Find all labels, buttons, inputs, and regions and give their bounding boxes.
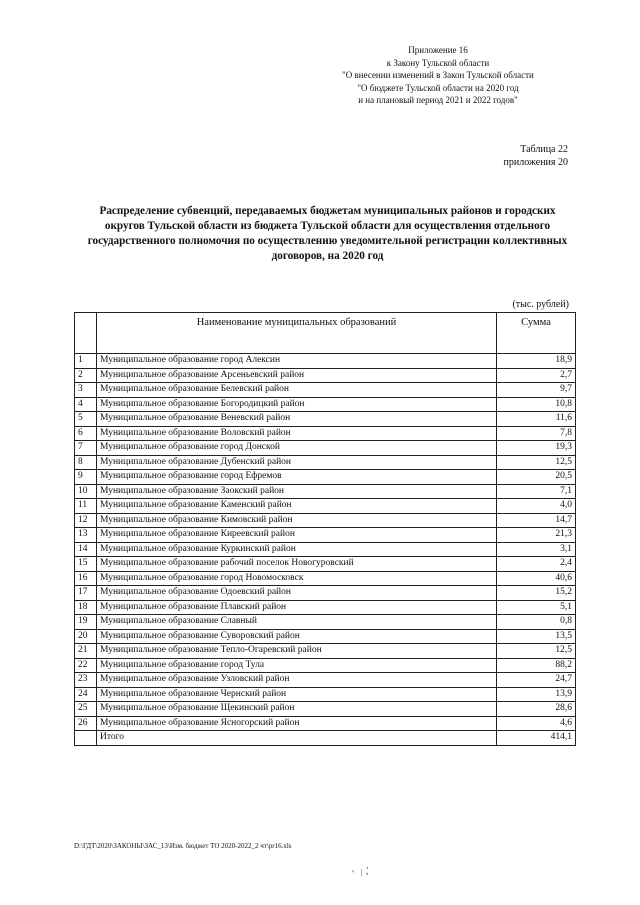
municipality-name: Муниципальное образование Суворовский район (97, 629, 497, 644)
municipality-name: Муниципальное образование Белевский район (97, 383, 497, 398)
municipality-name: Муниципальное образование Веневский район (97, 412, 497, 427)
appendix-line-1: Приложение 16 (408, 45, 468, 55)
subsidy-table (74, 312, 576, 746)
row-number: 2 (75, 368, 97, 383)
row-number: 23 (75, 673, 97, 688)
appendix-header (308, 44, 568, 107)
appendix-line-4: "О бюджете Тульской области на 2020 год (357, 82, 519, 93)
municipality-name: Муниципальное образование Одоевский район (97, 586, 497, 601)
table-row (75, 383, 576, 398)
municipality-name: Муниципальное образование Кимовский район (97, 513, 497, 528)
row-number: 4 (75, 397, 97, 412)
municipality-name: Муниципальное образование Арсеньевский район (97, 368, 497, 383)
table-ref-line-1: Таблица 22 (520, 144, 568, 155)
table-row (75, 397, 576, 412)
municipality-name: Муниципальное образование Дубенский район (97, 455, 497, 470)
table-row (75, 644, 576, 659)
file-path-footer: D:\ГДТ\2020\ЗАКОНЫ\ЗАС_13\Изм. бюджет ТО 2020-2022_2 чт\pr16.xls (74, 842, 292, 850)
subsidy-amount: 0,8 (497, 615, 576, 630)
row-number: 19 (75, 615, 97, 630)
row-number: 21 (75, 644, 97, 659)
total-label: Итого (97, 731, 497, 746)
table-row (75, 455, 576, 470)
row-number: 26 (75, 716, 97, 731)
table-reference (448, 143, 568, 169)
subsidy-amount: 88,2 (497, 658, 576, 673)
table-row (75, 470, 576, 485)
row-number: 18 (75, 600, 97, 615)
subsidy-amount: 12,5 (497, 455, 576, 470)
table-row (75, 716, 576, 731)
row-number: 12 (75, 513, 97, 528)
table-header-row (75, 313, 576, 354)
subsidy-amount: 13,5 (497, 629, 576, 644)
municipality-name: Муниципальное образование город Ефремов (97, 470, 497, 485)
table-row (75, 528, 576, 543)
subsidy-amount: 18,9 (497, 354, 576, 369)
table-row (75, 658, 576, 673)
municipality-name: Муниципальное образование город Донской (97, 441, 497, 456)
table-ref-line-2: приложения 20 (503, 157, 568, 168)
municipality-name: Муниципальное образование Тепло-Огаревский район (97, 644, 497, 659)
subsidy-amount: 19,3 (497, 441, 576, 456)
document-title: Распределение субвенций, передаваемых бюджетам муниципальных районов и городских округов Тульской области из бюджета Тульской области для осуществления отдельного государственного полномочия по осуществлению уведомительной регистрации коллективных договоров, на 2020 год (87, 205, 568, 262)
row-number: 13 (75, 528, 97, 543)
subsidy-amount: 21,3 (497, 528, 576, 543)
row-number: 14 (75, 542, 97, 557)
municipality-name: Муниципальное образование рабочий поселок Новогуровский (97, 557, 497, 572)
appendix-line-3: "О внесении изменений в Закон Тульской области (342, 70, 534, 81)
subsidy-amount: 3,1 (497, 542, 576, 557)
header-name: Наименование муниципальных образований (97, 313, 497, 354)
table-row (75, 426, 576, 441)
subsidy-amount: 9,7 (497, 383, 576, 398)
row-number: 1 (75, 354, 97, 369)
subsidy-amount: 28,6 (497, 702, 576, 717)
subsidy-amount: 7,8 (497, 426, 576, 441)
municipality-name: Муниципальное образование город Алексин (97, 354, 497, 369)
municipality-name: Муниципальное образование город Новомосковск (97, 571, 497, 586)
subsidy-amount: 7,1 (497, 484, 576, 499)
municipality-name: Муниципальное образование Киреевский район (97, 528, 497, 543)
subsidy-amount: 4,6 (497, 716, 576, 731)
table-row (75, 542, 576, 557)
table-row (75, 441, 576, 456)
municipality-name: Муниципальное образование Заокский район (97, 484, 497, 499)
table-row (75, 702, 576, 717)
subsidy-amount: 2,7 (497, 368, 576, 383)
table-row (75, 513, 576, 528)
row-number: 5 (75, 412, 97, 427)
subsidy-amount: 4,0 (497, 499, 576, 514)
municipality-name: Муниципальное образование Ясногорский район (97, 716, 497, 731)
table-row (75, 600, 576, 615)
row-number: 24 (75, 687, 97, 702)
subsidy-amount: 14,7 (497, 513, 576, 528)
table-row (75, 354, 576, 369)
subsidy-amount: 12,5 (497, 644, 576, 659)
subsidy-amount: 13,9 (497, 687, 576, 702)
subsidy-amount: 15,2 (497, 586, 576, 601)
row-number: 15 (75, 557, 97, 572)
municipality-name: Муниципальное образование Воловский район (97, 426, 497, 441)
subsidy-amount: 20,5 (497, 470, 576, 485)
table-row (75, 615, 576, 630)
subsidy-amount: 2,4 (497, 557, 576, 572)
table-row (75, 368, 576, 383)
municipality-name: Муниципальное образование Куркинский район (97, 542, 497, 557)
row-number: 9 (75, 470, 97, 485)
municipality-name: Муниципальное образование Славный (97, 615, 497, 630)
appendix-line-2: к Закону Тульской области (386, 57, 490, 68)
municipality-name: Муниципальное образование Чернский район (97, 687, 497, 702)
table-row (75, 673, 576, 688)
row-number: 20 (75, 629, 97, 644)
table-row (75, 571, 576, 586)
row-number: 17 (75, 586, 97, 601)
row-number: 16 (75, 571, 97, 586)
appendix-line-5: и на плановый период 2021 и 2022 годов" (358, 95, 518, 106)
municipality-name: Муниципальное образование Плавский район (97, 600, 497, 615)
row-number: 22 (75, 658, 97, 673)
handwritten-mark: ﾞ / ,' (351, 865, 372, 882)
subsidy-amount: 10,8 (497, 397, 576, 412)
header-number-cell (75, 313, 97, 354)
row-number: 11 (75, 499, 97, 514)
row-number: 7 (75, 441, 97, 456)
row-number: 3 (75, 383, 97, 398)
row-number: 8 (75, 455, 97, 470)
row-number: 6 (75, 426, 97, 441)
municipality-name: Муниципальное образование город Тула (97, 658, 497, 673)
unit-label: (тыс. рублей) (512, 299, 569, 310)
subsidy-amount: 24,7 (497, 673, 576, 688)
header-sum: Сумма (497, 313, 576, 354)
municipality-name: Муниципальное образование Богородицкий район (97, 397, 497, 412)
table-row (75, 586, 576, 601)
total-amount: 414,1 (497, 731, 576, 746)
table-row (75, 687, 576, 702)
table-row (75, 484, 576, 499)
municipality-name: Муниципальное образование Щекинский район (97, 702, 497, 717)
table-row (75, 412, 576, 427)
municipality-name: Муниципальное образование Узловский район (97, 673, 497, 688)
total-row (75, 731, 576, 746)
table-row (75, 629, 576, 644)
municipality-name: Муниципальное образование Каменский район (97, 499, 497, 514)
subsidy-amount: 11,6 (497, 412, 576, 427)
row-number: 10 (75, 484, 97, 499)
subsidy-amount: 40,6 (497, 571, 576, 586)
table-row (75, 557, 576, 572)
table-row (75, 499, 576, 514)
row-number: 25 (75, 702, 97, 717)
subsidy-amount: 5,1 (497, 600, 576, 615)
total-number-cell (75, 731, 97, 746)
